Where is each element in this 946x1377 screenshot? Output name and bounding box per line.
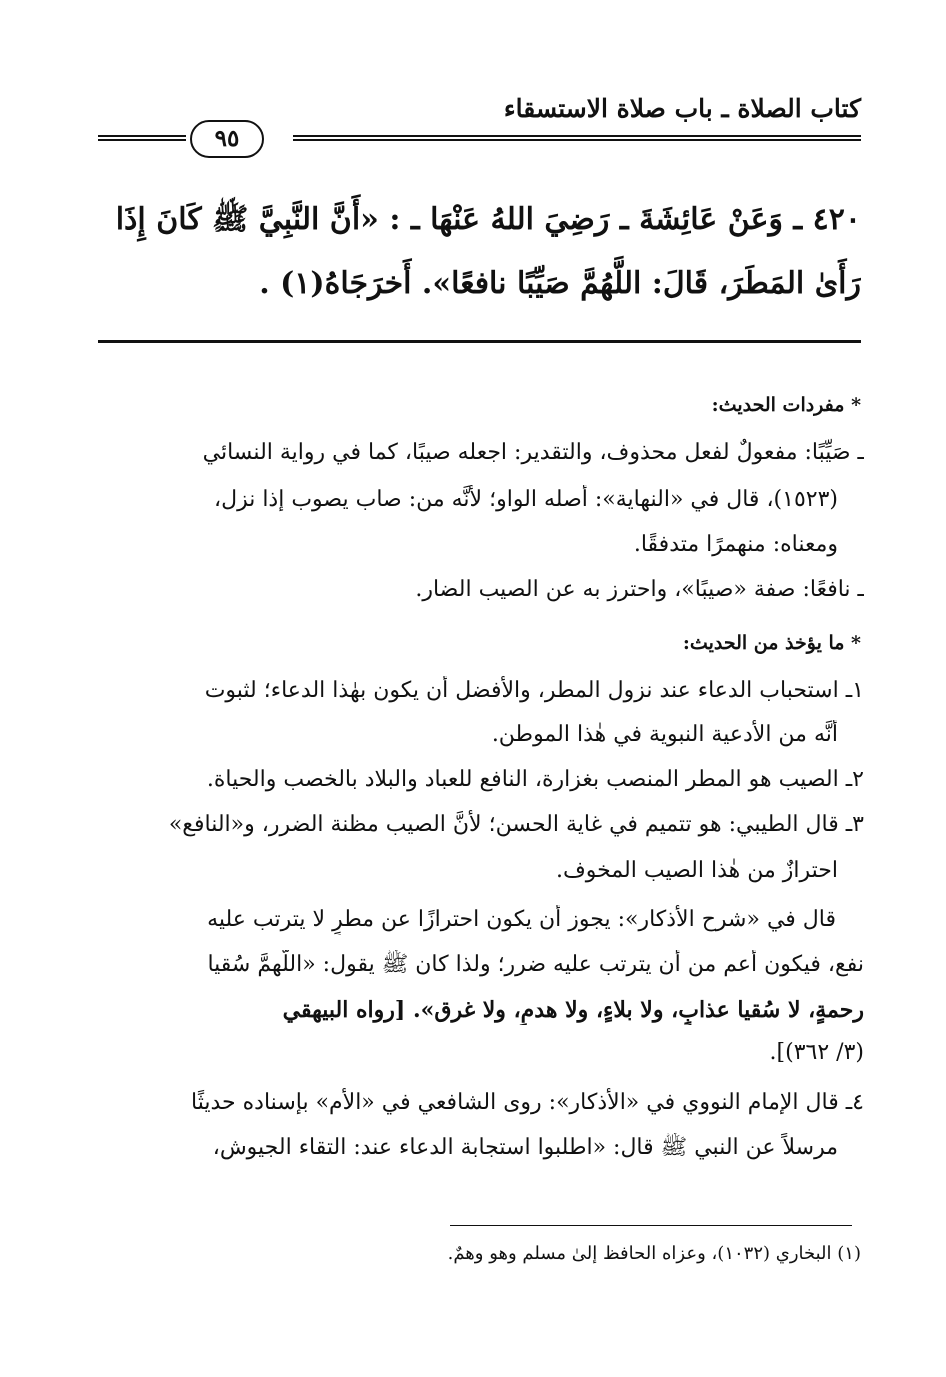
lesson-line: ٤ـ قال الإمام النووي في «الأذكار»: روى الشافعي في «الأم» بإسناده حديثًا (191, 1090, 864, 1115)
vocab-line: (١٥٢٣)، قال في «النهاية»: أصله الواو؛ لأنَّه من: صاب يصوب إذا نزل، (213, 487, 838, 512)
lesson-line: ١ـ استحباب الدعاء عند نزول المطر، والأفضل أن يكون بهٰذا الدعاء؛ لثبوت (204, 678, 864, 703)
hadith-text (81, 188, 861, 316)
lesson-line: مرسلاً عن النبي ﷺ قال: «اطلبوا استجابة الدعاء عند: التقاء الجيوش، (212, 1135, 838, 1160)
vocab-line: ـ صَيِّبًا: مفعولٌ لفعل محذوف، والتقدير: اجعله صيبًا، كما في رواية النسائي (202, 440, 864, 465)
running-title: كتاب الصلاة ـ باب صلاة الاستسقاء (503, 94, 861, 123)
lessons-heading: * ما يؤخذ من الحديث: (682, 632, 861, 654)
footnote: (١) البخاري (١٠٣٢)، وعزاه الحافظ إلىٰ مسلم وهو وهمٌ. (447, 1243, 861, 1264)
lesson-line: ٣ـ قال الطيبي: هو تتميم في غاية الحسن؛ لأنَّ الصيب مظنة الضرر، و«النافع» (168, 812, 864, 837)
lesson-line: قال في «شرح الأذكار»: يجوز أن يكون احترازًا عن مطرٍ لا يترتب عليه (207, 907, 836, 932)
lesson-line: احترازٌ من هٰذا الصيب المخوف. (555, 858, 838, 883)
section-divider (98, 340, 861, 343)
lesson-line: نفع، فيكون أعم من أن يترتب عليه ضرر؛ ولذا كان ﷺ يقول: «اللَّهمَّ سُقيا (207, 952, 864, 977)
hadith-line: رَأَىٰ المَطَرَ، قَالَ: اللَّهُمَّ صَيِّبًا نافعًا». أَخرَجَاهُ(١) . (259, 266, 861, 301)
vocab-heading: * مفردات الحديث: (711, 394, 861, 416)
page-number: ٩٥ (190, 120, 264, 158)
lesson-line: أنَّه من الأدعية النبوية في هٰذا الموطن. (491, 722, 838, 747)
lesson-line: ٢ـ الصيب هو المطر المنصب بغزارة، النافع للعباد والبلاد بالخصب والحياة. (206, 767, 864, 792)
vocab-line: ـ نافعًا: صفة «صيبًا»، واحترز به عن الصيب الضار. (415, 577, 864, 602)
header-rule (98, 135, 186, 141)
hadith-line: ٤٢٠ ـ وَعَنْ عَائِشَةَ ـ رَضِيَ اللهُ عَنْهَا ـ : «أَنَّ النَّبِيَّ ﷺ كَانَ إِذَا (115, 202, 861, 237)
vocab-line: ومعناه: منهمرًا متدفقًا. (633, 532, 838, 557)
footnote-rule (450, 1225, 852, 1226)
lesson-line: رحمةٍ، لا سُقيا عذابٍ، ولا بلاءٍ، ولا هدمٍ، ولا غرق». [رواه البيهقي (282, 997, 864, 1023)
lesson-line: (٣/ ٣٦٢)]. (769, 1040, 864, 1065)
header-rule (293, 135, 861, 141)
